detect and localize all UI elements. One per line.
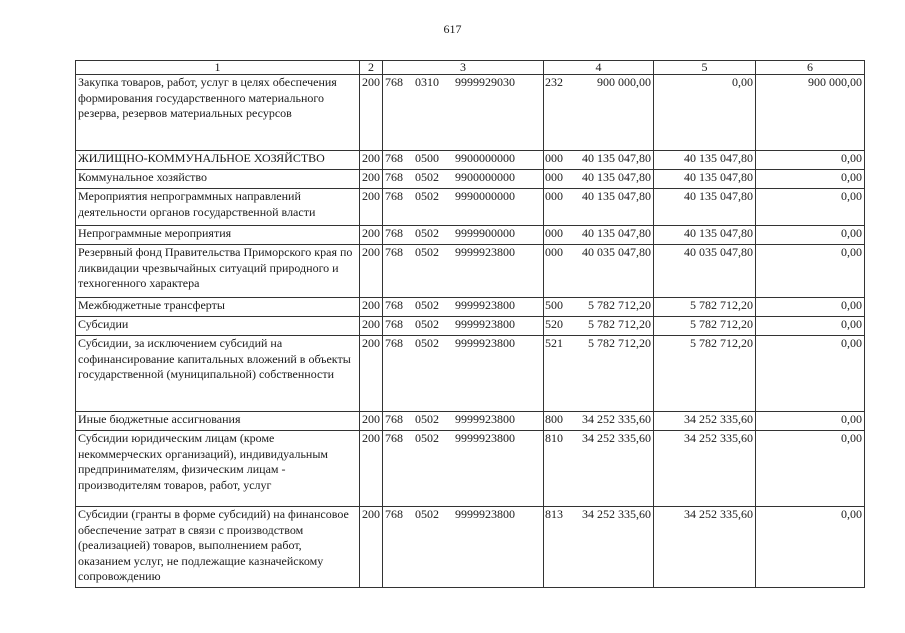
- row-target: 9999923800: [455, 245, 515, 259]
- row-name: Резервный фонд Правительства Приморского края по ликвидации чрезвычайных ситуаций природного и техногенного характера: [76, 245, 360, 298]
- row-grbs: 768: [385, 431, 403, 445]
- row-admin-code: 200: [360, 298, 383, 317]
- table-row: [76, 170, 865, 189]
- row-vr: 000: [545, 151, 563, 165]
- row-col5: 34 252 335,60: [654, 412, 756, 431]
- row-section: 0502: [415, 507, 439, 521]
- row-section: 0310: [415, 75, 439, 89]
- row-name: Субсидии (гранты в форме субсидий) на финансовое обеспечение затрат в связи с производством (реализацией) товаров, выполнением работ, оказанием услуг, не подлежащие казначейскому сопровождению: [76, 507, 360, 588]
- row-target: 9999923800: [455, 298, 515, 312]
- row-col4: 34 252 335,60: [544, 431, 654, 507]
- table-row: [76, 507, 865, 588]
- row-target: 9999923800: [455, 412, 515, 426]
- row-col4: 5 782 712,20: [544, 298, 654, 317]
- row-vr: 800: [545, 412, 563, 426]
- row-target: 9999923800: [455, 317, 515, 331]
- row-col4: 40 035 047,80: [544, 245, 654, 298]
- table-row: [76, 226, 865, 245]
- row-col6: 0,00: [756, 151, 865, 170]
- row-col4: 5 782 712,20: [544, 317, 654, 336]
- row-vr: 000: [545, 170, 563, 184]
- row-budget-code: [383, 317, 563, 336]
- row-col6: 0,00: [756, 431, 865, 507]
- row-col6: 900 000,00: [756, 75, 865, 151]
- row-grbs: 768: [385, 151, 403, 165]
- row-admin-code: 200: [360, 336, 383, 412]
- row-grbs: 768: [385, 317, 403, 331]
- row-col5: 5 782 712,20: [654, 336, 756, 412]
- row-admin-code: 200: [360, 317, 383, 336]
- row-target: 9999923800: [455, 507, 515, 521]
- row-grbs: 768: [385, 226, 403, 240]
- row-target: 9999923800: [455, 336, 515, 350]
- row-target: 9900000000: [455, 170, 515, 184]
- page-number: 617: [443, 22, 462, 36]
- row-budget-code: [383, 298, 563, 317]
- row-vr: 813: [545, 507, 563, 521]
- row-section: 0502: [415, 298, 439, 312]
- row-budget-code: [383, 245, 563, 298]
- row-name: Закупка товаров, работ, услуг в целях обеспечения формирования государственного материального резерва, резервов материальных ресурсов: [76, 75, 360, 151]
- row-budget-code: [383, 336, 563, 412]
- column-header-5: 5: [654, 61, 756, 75]
- row-budget-code: [383, 412, 563, 431]
- row-admin-code: 200: [360, 507, 383, 588]
- row-target: 9999923800: [455, 431, 515, 445]
- row-budget-code: [383, 151, 563, 170]
- row-admin-code: 200: [360, 170, 383, 189]
- row-section: 0502: [415, 245, 439, 259]
- row-col6: 0,00: [756, 189, 865, 226]
- row-admin-code: 200: [360, 189, 383, 226]
- row-section: 0502: [415, 336, 439, 350]
- row-name: Иные бюджетные ассигнования: [76, 412, 360, 431]
- row-admin-code: 200: [360, 151, 383, 170]
- row-col6: 0,00: [756, 336, 865, 412]
- row-admin-code: 200: [360, 226, 383, 245]
- row-section: 0502: [415, 431, 439, 445]
- row-name: Межбюджетные трансферты: [76, 298, 360, 317]
- table-body: [76, 75, 865, 588]
- row-vr: 000: [545, 189, 563, 203]
- row-budget-code: [383, 431, 563, 507]
- table-row: [76, 412, 865, 431]
- row-col5: 5 782 712,20: [654, 317, 756, 336]
- table-row: [76, 75, 865, 151]
- table-row: [76, 336, 865, 412]
- row-budget-code: [383, 507, 563, 588]
- row-budget-code: [383, 75, 563, 151]
- row-col5: 40 135 047,80: [654, 170, 756, 189]
- row-col4: 40 135 047,80: [544, 170, 654, 189]
- table-row: [76, 317, 865, 336]
- row-col4: 34 252 335,60: [544, 507, 654, 588]
- table-header: [76, 61, 865, 75]
- row-col5: 40 135 047,80: [654, 226, 756, 245]
- row-col6: 0,00: [756, 412, 865, 431]
- column-header-4: 4: [544, 61, 654, 75]
- row-name: Мероприятия непрограммных направлений деятельности органов государственной власти: [76, 189, 360, 226]
- row-admin-code: 200: [360, 245, 383, 298]
- row-col5: 40 135 047,80: [654, 151, 756, 170]
- row-col5: 0,00: [654, 75, 756, 151]
- row-col5: 34 252 335,60: [654, 431, 756, 507]
- row-grbs: 768: [385, 75, 403, 89]
- row-name: ЖИЛИЩНО-КОММУНАЛЬНОЕ ХОЗЯЙСТВО: [76, 151, 360, 170]
- row-grbs: 768: [385, 336, 403, 350]
- row-target: 9999929030: [455, 75, 515, 89]
- row-vr: 520: [545, 317, 563, 331]
- row-name: Коммунальное хозяйство: [76, 170, 360, 189]
- row-col4: 34 252 335,60: [544, 412, 654, 431]
- row-col6: 0,00: [756, 226, 865, 245]
- row-col4: 900 000,00: [544, 75, 654, 151]
- row-col6: 0,00: [756, 245, 865, 298]
- row-col6: 0,00: [756, 170, 865, 189]
- row-col4: 40 135 047,80: [544, 226, 654, 245]
- row-section: 0500: [415, 151, 439, 165]
- row-col6: 0,00: [756, 317, 865, 336]
- row-col4: 40 135 047,80: [544, 151, 654, 170]
- row-name: Субсидии юридическим лицам (кроме некоммерческих организаций), индивидуальным предпринимателям, физическим лицам - производителям товаров, работ, услуг: [76, 431, 360, 507]
- row-vr: 000: [545, 226, 563, 240]
- table-row: [76, 431, 865, 507]
- table-row: [76, 245, 865, 298]
- row-target: 9999900000: [455, 226, 515, 240]
- row-admin-code: 200: [360, 431, 383, 507]
- row-col5: 34 252 335,60: [654, 507, 756, 588]
- column-header-2: 2: [360, 61, 383, 75]
- row-vr: 521: [545, 336, 563, 350]
- budget-table: [75, 60, 865, 588]
- row-target: 9990000000: [455, 189, 515, 203]
- row-section: 0502: [415, 226, 439, 240]
- row-name: Непрограммные мероприятия: [76, 226, 360, 245]
- row-budget-code: [383, 226, 563, 245]
- row-budget-code: [383, 189, 563, 226]
- row-section: 0502: [415, 170, 439, 184]
- row-grbs: 768: [385, 170, 403, 184]
- column-header-1: 1: [76, 61, 360, 75]
- row-col4: 40 135 047,80: [544, 189, 654, 226]
- row-col6: 0,00: [756, 298, 865, 317]
- row-name: Субсидии, за исключением субсидий на софинансирование капитальных вложений в объекты государственной (муниципальной) собственности: [76, 336, 360, 412]
- row-name: Субсидии: [76, 317, 360, 336]
- row-section: 0502: [415, 317, 439, 331]
- row-admin-code: 200: [360, 412, 383, 431]
- column-header-6: 6: [756, 61, 865, 75]
- row-vr: 500: [545, 298, 563, 312]
- row-vr: 232: [545, 75, 563, 89]
- row-section: 0502: [415, 189, 439, 203]
- row-grbs: 768: [385, 245, 403, 259]
- row-col5: 5 782 712,20: [654, 298, 756, 317]
- row-vr: 810: [545, 431, 563, 445]
- row-col6: 0,00: [756, 507, 865, 588]
- row-grbs: 768: [385, 298, 403, 312]
- row-budget-code: [383, 170, 563, 189]
- header-row: [76, 61, 865, 75]
- row-section: 0502: [415, 412, 439, 426]
- row-target: 9900000000: [455, 151, 515, 165]
- row-admin-code: 200: [360, 75, 383, 151]
- row-grbs: 768: [385, 189, 403, 203]
- row-grbs: 768: [385, 412, 403, 426]
- table-row: [76, 298, 865, 317]
- table-row: [76, 189, 865, 226]
- row-col5: 40 135 047,80: [654, 189, 756, 226]
- table-row: [76, 151, 865, 170]
- row-col5: 40 035 047,80: [654, 245, 756, 298]
- row-grbs: 768: [385, 507, 403, 521]
- row-vr: 000: [545, 245, 563, 259]
- column-header-3: 3: [383, 61, 544, 75]
- row-col4: 5 782 712,20: [544, 336, 654, 412]
